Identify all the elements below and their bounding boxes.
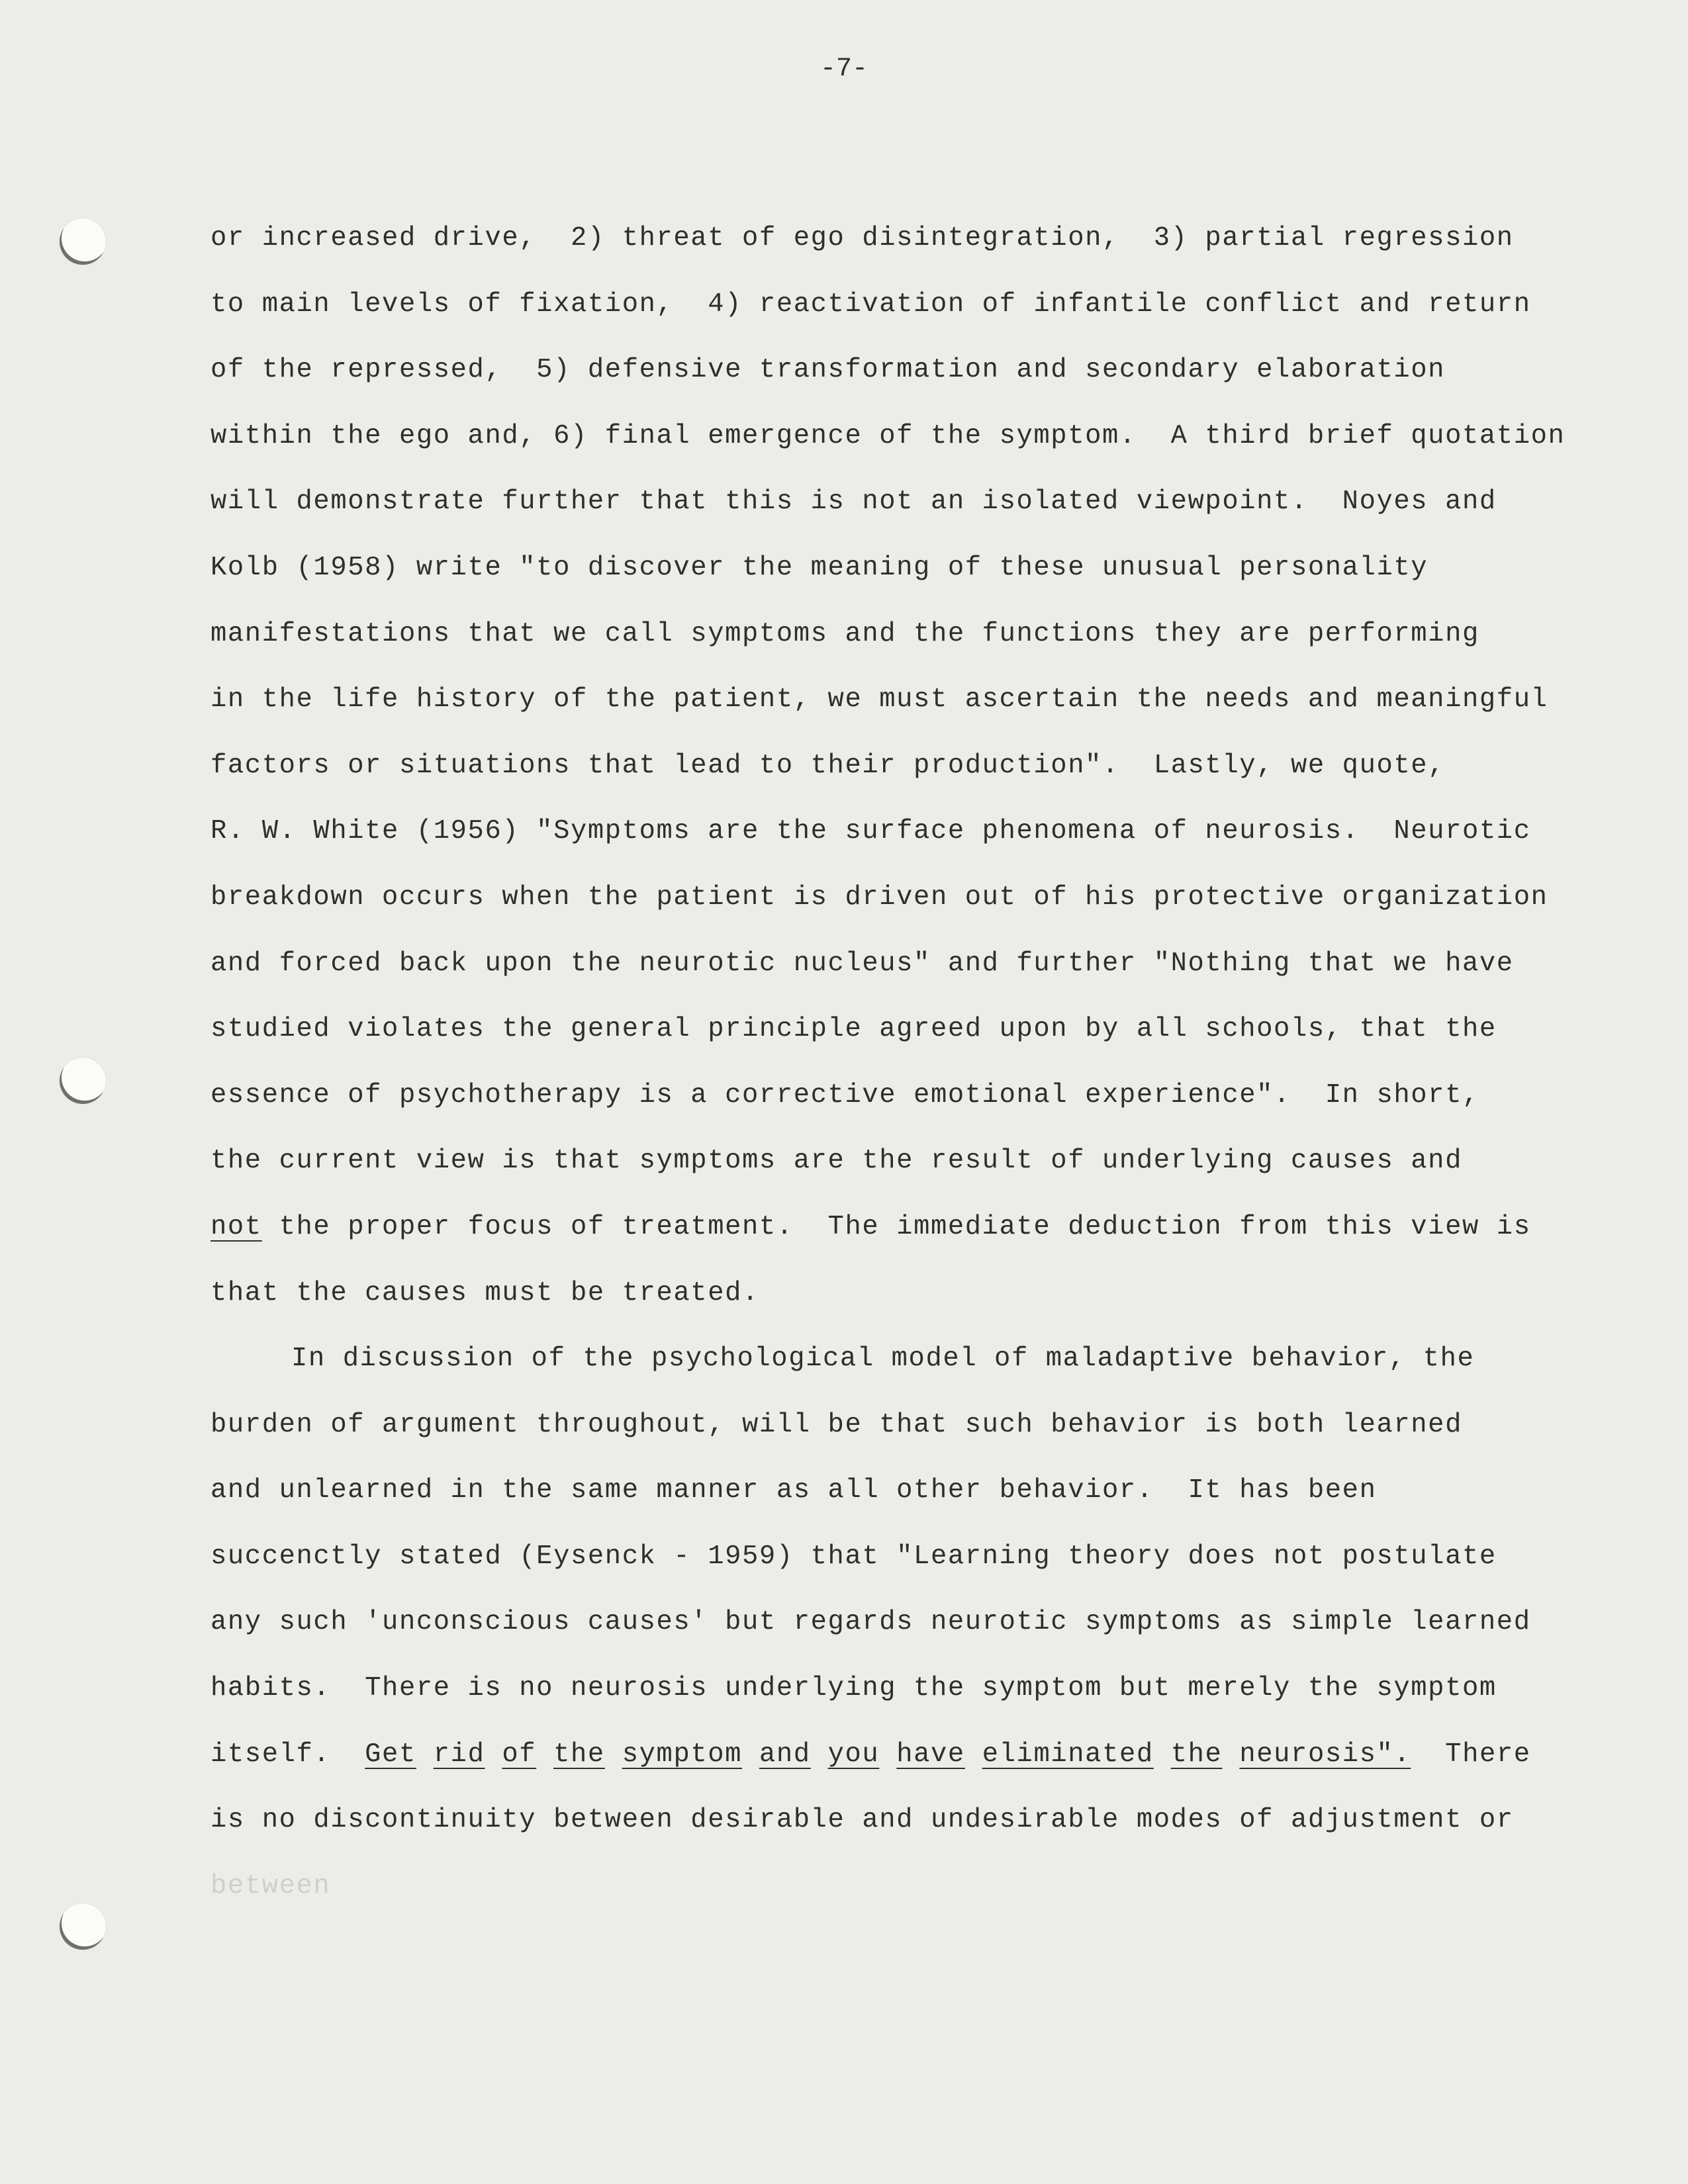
underlined-word: neurosis". [1239,1739,1411,1770]
text-line: or increased drive, 2) threat of ego disintegration, 3) partial regression [211,223,1514,253]
text-segment: the proper focus of treatment. The immediate deduction from this view is [261,1211,1531,1242]
underlined-word: have [896,1739,965,1770]
text-line: is no discontinuity between desirable and undesirable modes of adjustment or [211,1805,1514,1836]
text-line: factors or situations that lead to their production". Lastly, we quote, [211,750,1446,781]
text-line: of the repressed, 5) defensive transformation and secondary elaboration [211,355,1446,386]
body-text [211,218,1566,1932]
text-line: breakdown occurs when the patient is driven out of his protective organization [211,882,1548,913]
underlined-not: not [211,1211,262,1242]
text-line: within the ego and, 6) final emergence of the symptom. A third brief quotation [211,420,1566,451]
text-line: the current view is that symptoms are the result of underlying causes and [211,1146,1462,1177]
underlined-word: Get [365,1739,416,1770]
underlined-word: of [502,1739,537,1770]
text-segment: itself. [211,1739,365,1770]
text-line [211,1207,1561,1273]
text-line: manifestations that we call symptoms and the functions they are performing [211,618,1479,649]
punch-hole-top [60,218,106,265]
punch-hole-bottom [60,1903,106,1950]
text-line [211,1735,1561,1801]
underlined-word: and [759,1739,811,1770]
punch-hole-middle [60,1058,106,1104]
text-line: will demonstrate further that this is not an isolated viewpoint. Noyes and [211,486,1497,518]
text-line: and forced back upon the neurotic nucleus" and further "Nothing that we have [211,948,1514,979]
text-line: any such 'unconscious causes' but regards neurotic symptoms as simple learned [211,1607,1531,1638]
underlined-word: symptom [622,1739,743,1770]
text-line: habits. There is no neurosis underlying the symptom but merely the symptom [211,1673,1497,1704]
underlined-word: the [1170,1739,1223,1770]
text-line: to main levels of fixation, 4) reactivation of infantile conflict and return [211,289,1531,320]
underlined-word: the [553,1739,605,1770]
underlined-word: you [827,1739,880,1770]
page-number: -7- [820,54,868,84]
text-segment: There [1411,1739,1531,1770]
underlined-word: eliminated [982,1739,1154,1770]
paragraph-2-first-line: In discussion of the psychological model of maladaptive behavior, the [291,1343,1475,1375]
text-line: that the causes must be treated. [211,1277,759,1308]
text-line: R. W. White (1956) "Symptoms are the surface phenomena of neurosis. Neurotic [211,816,1531,847]
text-line: Kolb (1958) write "to discover the meaning of these unusual personality [211,552,1429,583]
text-line: succenctly stated (Eysenck - 1959) that "Learning theory does not postulate [211,1541,1497,1572]
text-line: essence of psychotherapy is a corrective emotional experience". In short, [211,1079,1479,1111]
underlined-word: rid [433,1739,485,1770]
text-line: and unlearned in the same manner as all other behavior. It has been [211,1475,1377,1506]
text-line: burden of argument throughout, will be that such behavior is both learned [211,1409,1462,1440]
faint-bleed-through-text: between [211,1870,331,1901]
text-line: in the life history of the patient, we must ascertain the needs and meaningful [211,684,1548,715]
text-line: studied violates the general principle agreed upon by all schools, that the [211,1014,1497,1045]
